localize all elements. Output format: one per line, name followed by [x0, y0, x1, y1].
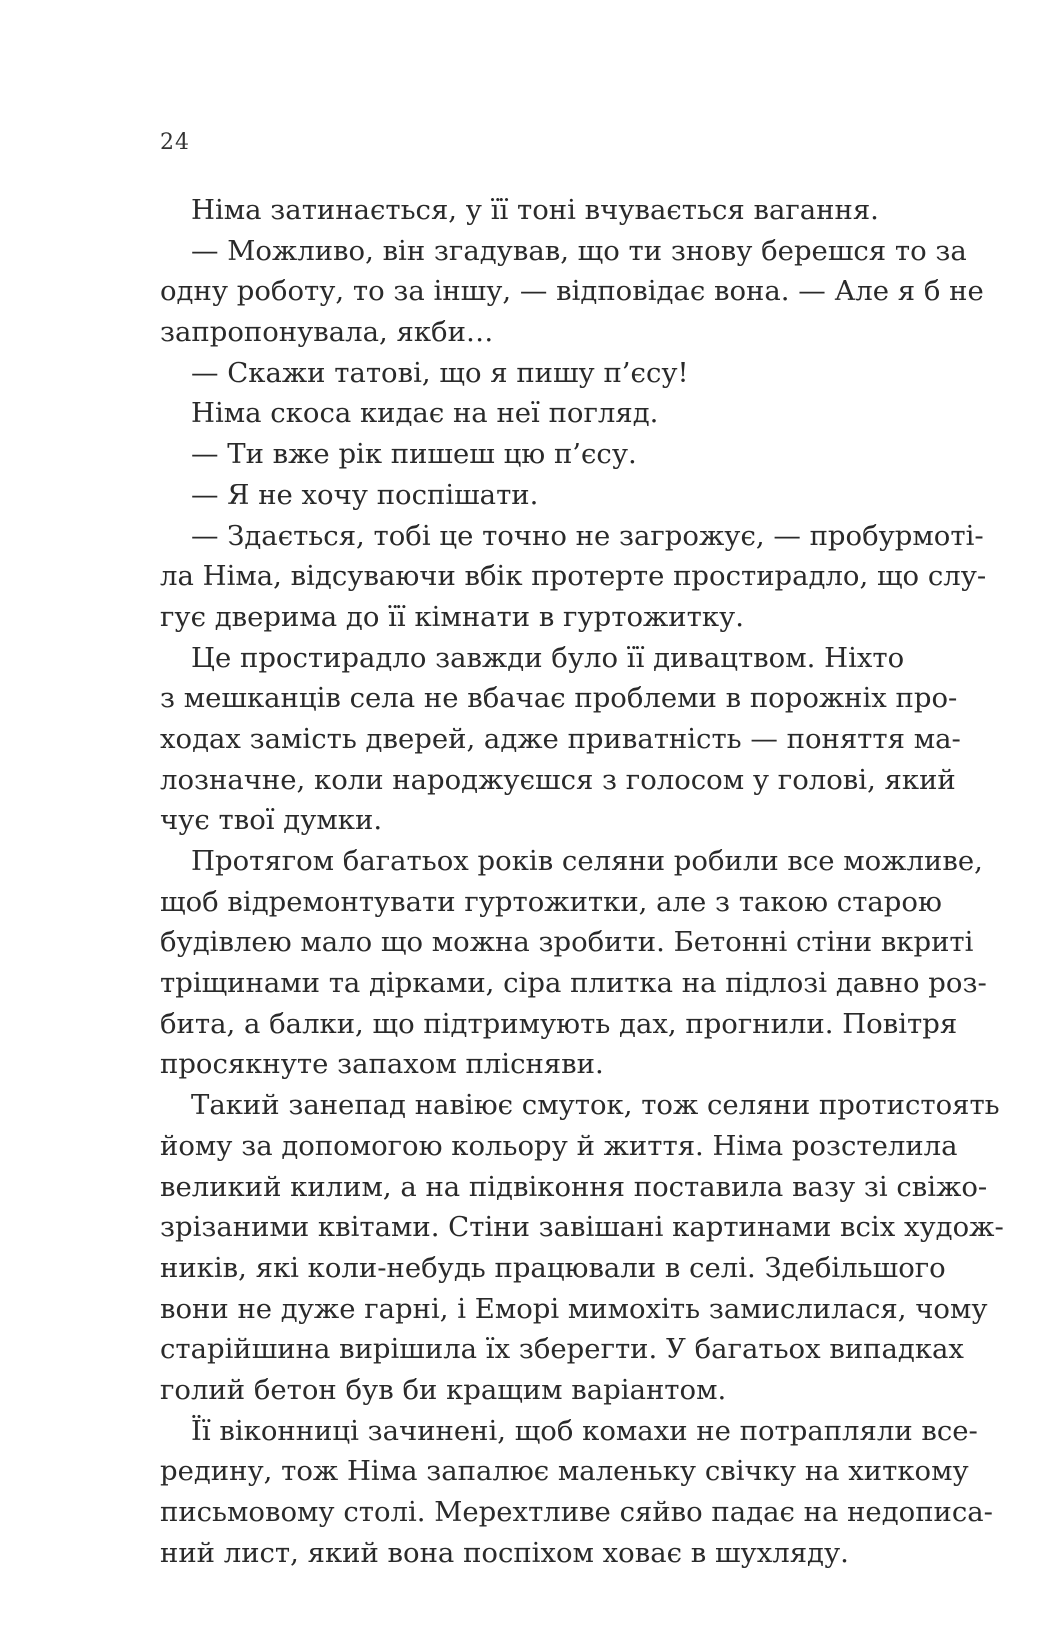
text-line: голий бетон був би кращим варіантом. [160, 1373, 727, 1406]
text-line: Німа скоса кидає на неї погляд. [191, 397, 659, 430]
text-line: бита, а балки, що підтримують дах, прогнили. Повітря [160, 1007, 958, 1040]
text-line: лозначне, коли народжуєшся з голосом у голові, який [160, 763, 956, 796]
text-line: щоб відремонтувати гуртожитки, але з такою старою [160, 885, 942, 918]
text-line: Німа затинається, у її тоні вчувається вагання. [191, 194, 879, 226]
text-line: одну роботу, то за іншу, — відповідає вона. — Але я б не [160, 275, 984, 308]
text-line: старійшина вирішила їх зберегти. У багатьох випадках [160, 1333, 964, 1366]
text-line: зрізаними квітами. Стіни завішані картинами всіх худож- [160, 1211, 1004, 1244]
text-line: вони не дуже гарні, і Еморі мимохіть замислилася, чому [160, 1292, 988, 1325]
text-line: Її віконниці зачинені, щоб комахи не потрапляли все- [191, 1414, 978, 1447]
text-line: запропонувала, якби… [160, 316, 494, 349]
text-line: — Можливо, він згадував, що ти знову берешся то за [191, 234, 967, 267]
text-line: письмовому столі. Мерехтливе сяйво падає на недописа- [160, 1496, 993, 1528]
page-number: 24 [160, 130, 190, 155]
text-line: — Ти вже рік пишеш цю п’єсу. [191, 438, 637, 471]
text-line: Це простирадло завжди було її дивацтвом. Ніхто [191, 641, 905, 674]
text-line: — Скажи татові, що я пишу п’єсу! [191, 356, 689, 389]
text-line: Протягом багатьох років селяни робили все можливе, [191, 845, 983, 877]
text-line: ла Німа, відсуваючи вбік протерте простирадло, що слу- [160, 560, 987, 593]
text-line: ників, які коли-небудь працювали в селі. Здебільшого [160, 1251, 946, 1284]
text-line: чує твої думки. [160, 804, 383, 837]
text-line: йому за допомогою кольору й життя. Німа розстелила [160, 1129, 958, 1162]
text-line: тріщинами та дірками, сіра плитка на підлозі давно роз- [160, 967, 987, 1000]
text-line: — Я не хочу поспішати. [191, 478, 539, 511]
text-line: — Здається, тобі це точно не загрожує, — пробурмоті- [191, 519, 984, 552]
text-line: ний лист, який вона поспіхом ховає в шухляду. [160, 1536, 849, 1569]
text-line: Такий занепад навіює смуток, тож селяни протистоять [191, 1089, 1000, 1122]
text-line: редину, тож Німа запалює маленьку свічку на хиткому [160, 1455, 969, 1488]
body-text [160, 190, 1004, 1573]
text-line: гує дверима до її кімнати в гуртожитку. [160, 600, 744, 633]
text-line: просякнуте запахом плісняви. [160, 1048, 604, 1081]
text-line: будівлею мало що можна зробити. Бетонні стіни вкриті [160, 926, 974, 959]
text-line: з мешканців села не вбачає проблеми в порожніх про- [160, 682, 958, 715]
text-line: ходах замість дверей, адже приватність — поняття ма- [160, 722, 961, 755]
text-line: великий килим, а на підвіконня поставила вазу зі свіжо- [160, 1170, 988, 1203]
